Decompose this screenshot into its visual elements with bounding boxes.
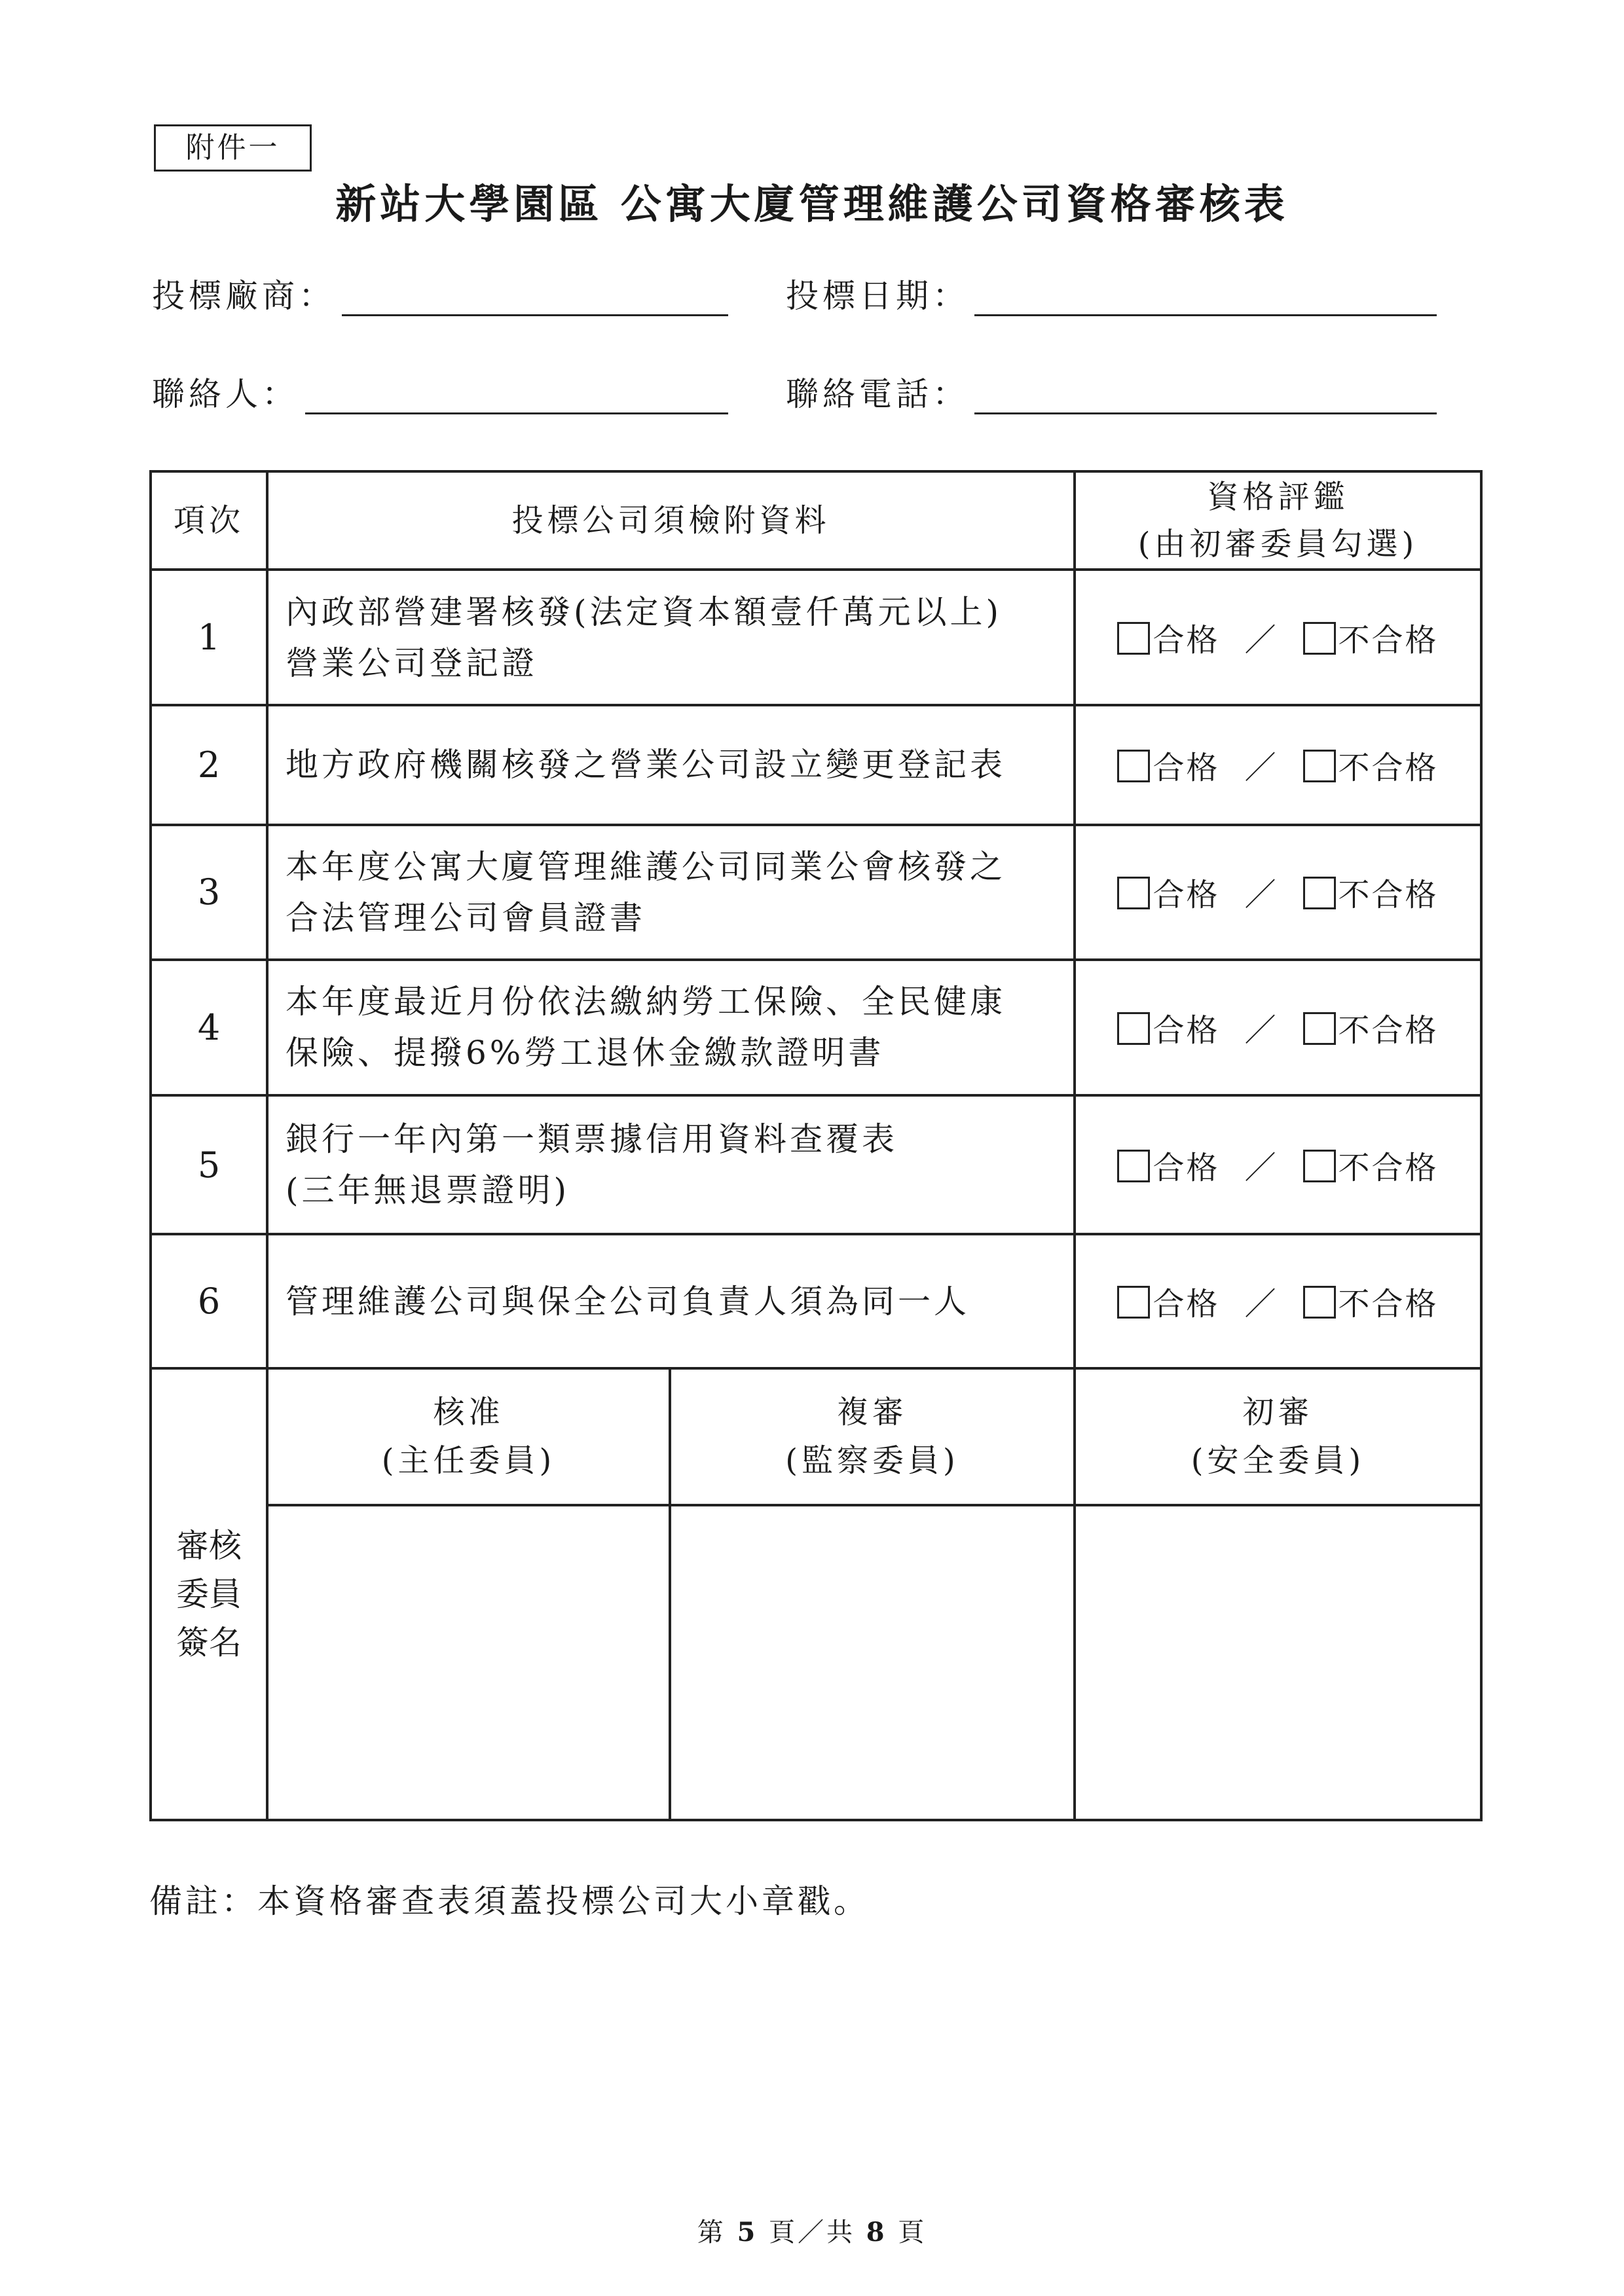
row-number: 3 — [151, 825, 267, 960]
separator: ／ — [1244, 1011, 1278, 1049]
separator: ／ — [1244, 1149, 1278, 1186]
header-documents: 投標公司須檢附資料 — [267, 471, 1075, 570]
pass-checkbox[interactable] — [1117, 1150, 1150, 1182]
row-requirement — [267, 570, 1075, 705]
row-evaluation — [1075, 705, 1481, 825]
remark-note: 備註：本資格審查表須蓋投標公司大小章戳。 — [149, 1882, 870, 1920]
review-header — [670, 1368, 1075, 1505]
bidder-field[interactable] — [342, 314, 728, 316]
pass-checkbox[interactable] — [1117, 1012, 1150, 1045]
header-evaluation-title: 資格評鑑 — [1207, 479, 1349, 516]
fail-checkbox[interactable] — [1303, 1012, 1336, 1045]
pass-label: 合格 — [1153, 1286, 1220, 1323]
signature-label-line: 委員 — [176, 1575, 242, 1613]
pass-checkbox[interactable] — [1117, 750, 1150, 782]
footer-prefix: 第 — [697, 2217, 726, 2248]
signature-label — [151, 1368, 267, 1820]
row-number: 1 — [151, 570, 267, 705]
fail-checkbox[interactable] — [1303, 877, 1336, 909]
row-requirement — [267, 825, 1075, 960]
row-requirement — [267, 1234, 1075, 1368]
pass-label: 合格 — [1153, 877, 1220, 914]
row-evaluation — [1075, 1234, 1481, 1368]
pass-label: 合格 — [1153, 622, 1220, 659]
row-requirement — [267, 1095, 1075, 1235]
page-footer — [0, 2212, 1624, 2249]
row-evaluation — [1075, 570, 1481, 705]
table-row — [151, 705, 1481, 825]
fail-label: 不合格 — [1338, 1149, 1439, 1186]
fail-label: 不合格 — [1338, 622, 1439, 659]
pass-label: 合格 — [1153, 749, 1220, 786]
signature-label-line: 審核 — [176, 1526, 242, 1565]
pass-checkbox[interactable] — [1117, 622, 1150, 655]
contact-label: 聯絡人： — [152, 375, 299, 413]
requirement-line: 本年度公寓大廈管理維護公司同業公會核發之 — [286, 847, 1006, 886]
footer-suffix: 頁 — [898, 2217, 927, 2248]
approve-title: 核准 — [433, 1394, 504, 1431]
row-requirement — [267, 705, 1075, 825]
initial-review-signature-box[interactable] — [1075, 1505, 1481, 1820]
fail-checkbox[interactable] — [1303, 622, 1336, 655]
separator: ／ — [1244, 1286, 1278, 1323]
approve-signature-box[interactable] — [267, 1505, 670, 1820]
signature-label-line: 簽名 — [176, 1623, 242, 1662]
footer-middle: 頁／共 — [769, 2217, 855, 2248]
phone-label: 聯絡電話： — [786, 375, 969, 413]
separator: ／ — [1244, 877, 1278, 914]
fail-label: 不合格 — [1338, 1286, 1439, 1323]
separator: ／ — [1244, 749, 1278, 786]
requirement-line: 合法管理公司會員證書 — [286, 898, 646, 937]
row-evaluation — [1075, 1095, 1481, 1235]
header-item-no: 項次 — [151, 471, 267, 570]
header-evaluation-note: (由初審委員勾選) — [1137, 526, 1418, 563]
requirement-line: 管理維護公司與保全公司負責人須為同一人 — [286, 1282, 970, 1321]
table-row — [151, 570, 1481, 705]
table-row — [151, 1234, 1481, 1368]
requirement-line: 內政部營建署核發(法定資本額壹仟萬元以上) — [286, 592, 1003, 631]
bid-date-field[interactable] — [974, 314, 1437, 316]
fail-checkbox[interactable] — [1303, 750, 1336, 782]
initial-review-header — [1075, 1368, 1481, 1505]
bid-date-label: 投標日期： — [786, 277, 969, 315]
requirement-line: 銀行一年內第一類票據信用資料查覆表 — [286, 1120, 898, 1159]
bidder-label: 投標廠商： — [152, 277, 335, 315]
page-title: 新站大學園區 公寓大廈管理維護公司資格審核表 — [335, 180, 1289, 228]
approve-header — [267, 1368, 670, 1505]
pass-checkbox[interactable] — [1117, 1286, 1150, 1319]
requirement-line: 營業公司登記證 — [286, 644, 538, 682]
approve-role: (主任委員) — [381, 1442, 556, 1480]
row-evaluation — [1075, 960, 1481, 1095]
row-number: 6 — [151, 1234, 267, 1368]
row-number: 4 — [151, 960, 267, 1095]
signature-header-row — [151, 1368, 1481, 1505]
review-role: (監察委員) — [785, 1442, 959, 1480]
pass-checkbox[interactable] — [1117, 877, 1150, 909]
page-number: 5 — [737, 2217, 758, 2248]
page-total: 8 — [866, 2217, 887, 2248]
requirement-line: (三年無退票證明) — [286, 1171, 570, 1210]
table-row — [151, 1095, 1481, 1235]
phone-field[interactable] — [974, 412, 1437, 414]
fail-label: 不合格 — [1338, 877, 1439, 914]
row-number: 2 — [151, 705, 267, 825]
contact-field[interactable] — [305, 412, 728, 414]
fail-checkbox[interactable] — [1303, 1286, 1336, 1319]
pass-label: 合格 — [1153, 1149, 1220, 1186]
row-number: 5 — [151, 1095, 267, 1235]
requirement-line: 本年度最近月份依法繳納勞工保險、全民健康 — [286, 983, 1006, 1021]
initial-review-title: 初審 — [1242, 1394, 1314, 1431]
header-evaluation — [1075, 471, 1481, 570]
initial-review-role: (安全委員) — [1190, 1442, 1365, 1480]
fail-label: 不合格 — [1338, 1011, 1439, 1049]
pass-label: 合格 — [1153, 1011, 1220, 1049]
requirement-line: 地方政府機關核發之營業公司設立變更登記表 — [286, 746, 1006, 784]
table-header-row — [151, 471, 1481, 570]
row-requirement — [267, 960, 1075, 1095]
attachment-label: 附件一 — [154, 124, 312, 172]
table-row — [151, 960, 1481, 1095]
row-evaluation — [1075, 825, 1481, 960]
separator: ／ — [1244, 622, 1278, 659]
fail-label: 不合格 — [1338, 749, 1439, 786]
review-title: 複審 — [837, 1394, 908, 1431]
table-row — [151, 825, 1481, 960]
fail-checkbox[interactable] — [1303, 1150, 1336, 1182]
requirement-line: 保險、提撥6%勞工退休金繳款證明書 — [286, 1034, 885, 1072]
signature-row — [151, 1505, 1481, 1820]
review-signature-box[interactable] — [670, 1505, 1075, 1820]
qualification-table — [149, 470, 1483, 1821]
